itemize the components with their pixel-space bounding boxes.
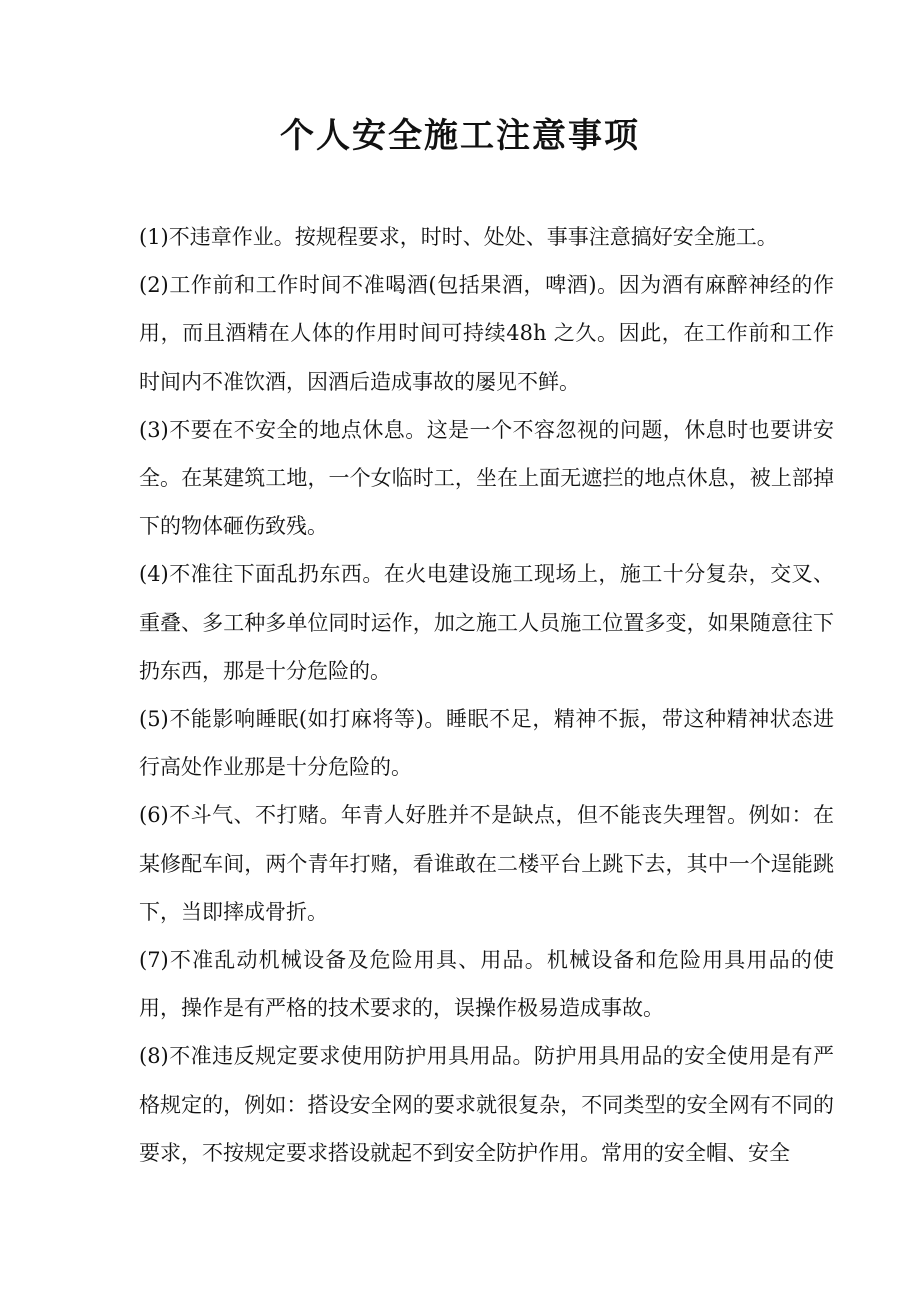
document-body [139, 213, 834, 1177]
paragraph-3: (3)不要在不安全的地点休息。这是一个不容忽视的问题，休息时也要讲安全。在某建筑工地，一个女临时工，坐在上面无遮拦的地点休息，被上部掉下的物体砸伤致残。 [139, 417, 834, 539]
document-title: 个人安全施工注意事项 [280, 116, 640, 156]
paragraph-8: (8)不准违反规定要求使用防护用具用品。防护用具用品的安全使用是有严格规定的，例如：搭设安全网的要求就很复杂，不同类型的安全网有不同的要求，不按规定要求搭设就起不到安全防护作用。常用的安全帽、安全 [139, 1044, 834, 1165]
paragraph-6: (6)不斗气、不打赌。年青人好胜并不是缺点，但不能丧失理智。例如：在某修配车间，两个青年打赌，看谁敢在二楼平台上跳下去，其中一个逞能跳下，当即摔成骨折。 [139, 803, 834, 924]
paragraph-7: (7)不准乱动机械设备及危险用具、用品。机械设备和危险用具用品的使用，操作是有严格的技术要求的，误操作极易造成事故。 [139, 948, 834, 1021]
paragraph-5: (5)不能影响睡眠(如打麻将等)。睡眠不足，精神不振，带这种精神状态进行高处作业那是十分危险的。 [139, 707, 834, 780]
paragraph-4: (4)不准往下面乱扔东西。在火电建设施工现场上，施工十分复杂，交叉、重叠、多工种多单位同时运作，加之施工人员施工位置多变，如果随意往下扔东西，那是十分危险的。 [139, 562, 834, 683]
paragraph-1: (1)不违章作业。按规程要求，时时、处处、事事注意搞好安全施工。 [139, 225, 778, 249]
paragraph-2: (2)工作前和工作时间不准喝酒(包括果酒，啤酒)。因为酒有麻醉神经的作用，而且酒精在人体的作用时间可持续48h 之久。因此，在工作前和工作时间内不准饮酒，因酒后造成事故的屡见不鲜。 [139, 273, 834, 394]
